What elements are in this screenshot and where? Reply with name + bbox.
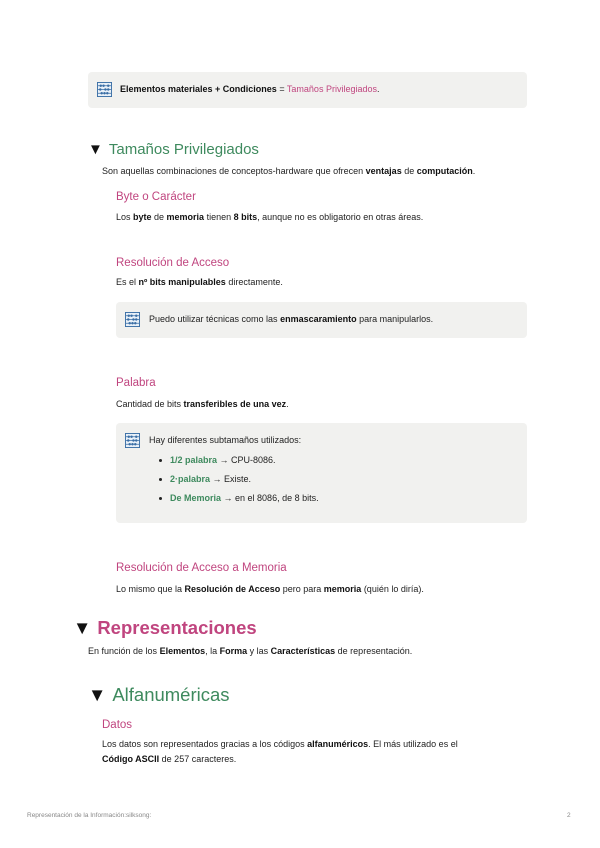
list-item	[156, 454, 516, 467]
byte-b1: byte	[133, 212, 152, 222]
resmem-title: Resolución de Acceso a Memoria	[116, 562, 287, 574]
callout-top-text	[120, 83, 379, 96]
triangle-down-icon[interactable]: ▼	[88, 141, 103, 158]
byte-text	[116, 211, 423, 224]
res-b1: nº bits manipulables	[138, 277, 226, 287]
rep-title: Representaciones	[97, 617, 257, 638]
palabra-t2: .	[286, 399, 289, 409]
datos-t1: Los datos son representados gracias a los códigos	[102, 739, 308, 749]
tp-intro	[102, 165, 475, 178]
resmem-t3: (quién lo diría).	[361, 584, 424, 594]
triangle-down-icon[interactable]: ▼	[73, 617, 92, 638]
resmem-b1: Resolución de Acceso	[184, 584, 281, 594]
callout-res	[116, 302, 527, 338]
palabra-b1: transferibles de una vez	[183, 399, 287, 409]
item-rest: → en el 8086, de 8 bits.	[221, 493, 319, 503]
callout-top-link[interactable]: Tamaños Privilegiados	[286, 84, 377, 94]
byte-t4: , aunque no es obligatorio en otras áreas.	[257, 212, 424, 222]
tp-title: Tamaños Privilegiados	[108, 141, 259, 158]
palabra-t1: Cantidad de bits	[116, 399, 184, 409]
item-rest: → CPU-8086.	[217, 455, 276, 465]
item-label: 1/2 palabra	[170, 455, 218, 465]
callout-res-text	[149, 313, 433, 326]
res-t2: directamente.	[225, 277, 283, 287]
callout-top-bold: Elementos materiales + Condiciones	[120, 84, 277, 94]
list-item	[156, 473, 516, 486]
callout-palabra-title: Hay diferentes subtamaños utilizados:	[149, 435, 302, 445]
tp-intro-d: .	[472, 166, 476, 176]
res-text	[116, 276, 283, 289]
callout-res-b: enmascaramiento	[280, 314, 357, 324]
datos-t2: . El más utilizado es el	[368, 739, 458, 749]
datos-b2: Código ASCII	[102, 754, 160, 764]
item-rest: → Existe.	[210, 474, 252, 484]
abacus-icon	[125, 312, 140, 327]
resmem-t2: pero para	[280, 584, 324, 594]
res-title: Resolución de Acceso	[116, 257, 230, 269]
rep-t1: En función de los	[88, 646, 160, 656]
rep-b2: Forma	[219, 646, 248, 656]
subtamanos-list	[156, 454, 516, 511]
list-item	[156, 492, 516, 505]
res-t1: Es el	[116, 277, 139, 287]
byte-title: Byte o Carácter	[116, 191, 196, 203]
datos-text-1	[102, 738, 458, 751]
palabra-text	[116, 398, 289, 411]
resmem-text	[116, 583, 424, 596]
item-label: De Memoria	[170, 493, 222, 503]
datos-title: Datos	[102, 719, 133, 731]
byte-b3: 8 bits	[233, 212, 258, 222]
datos-text-2	[102, 753, 236, 766]
rep-b1: Elementos	[159, 646, 206, 656]
byte-b2: memoria	[166, 212, 205, 222]
callout-top-end: .	[376, 84, 380, 94]
tp-intro-a: Son aquellas combinaciones de conceptos-hardware que ofrecen	[102, 166, 366, 176]
tp-intro-b2: computación	[416, 166, 473, 176]
abacus-icon	[125, 433, 140, 448]
tp-heading[interactable]	[88, 141, 259, 158]
alfa-heading[interactable]	[88, 684, 230, 706]
callout-top-eq: =	[276, 84, 287, 94]
tp-intro-c: de	[401, 166, 417, 176]
footer-title: Representación de la Información:silksong:	[27, 812, 152, 819]
alfa-title: Alfanuméricas	[112, 684, 230, 705]
callout-palabra	[116, 423, 527, 523]
callout-top	[88, 72, 527, 108]
item-label: 2·palabra	[170, 474, 211, 484]
datos-b1: alfanuméricos	[307, 739, 369, 749]
resmem-b2: memoria	[323, 584, 362, 594]
resmem-t1: Lo mismo que la	[116, 584, 185, 594]
rep-t2: , la	[205, 646, 220, 656]
rep-text	[88, 645, 412, 658]
tp-intro-b1: ventajas	[365, 166, 402, 176]
rep-t4: de representación.	[335, 646, 413, 656]
byte-t3: tienen	[204, 212, 234, 222]
callout-res-a: Puedo utilizar técnicas como las	[149, 314, 281, 324]
rep-t3: y las	[247, 646, 271, 656]
rep-heading[interactable]	[73, 617, 257, 639]
datos-t3: de 257 caracteres.	[159, 754, 237, 764]
callout-res-c: para manipularlos.	[356, 314, 434, 324]
byte-t2: de	[151, 212, 167, 222]
triangle-down-icon[interactable]: ▼	[88, 684, 107, 705]
byte-t1: Los	[116, 212, 134, 222]
page-number: 2	[567, 812, 571, 819]
palabra-title: Palabra	[116, 377, 156, 389]
abacus-icon	[97, 82, 112, 97]
rep-b3: Características	[270, 646, 336, 656]
